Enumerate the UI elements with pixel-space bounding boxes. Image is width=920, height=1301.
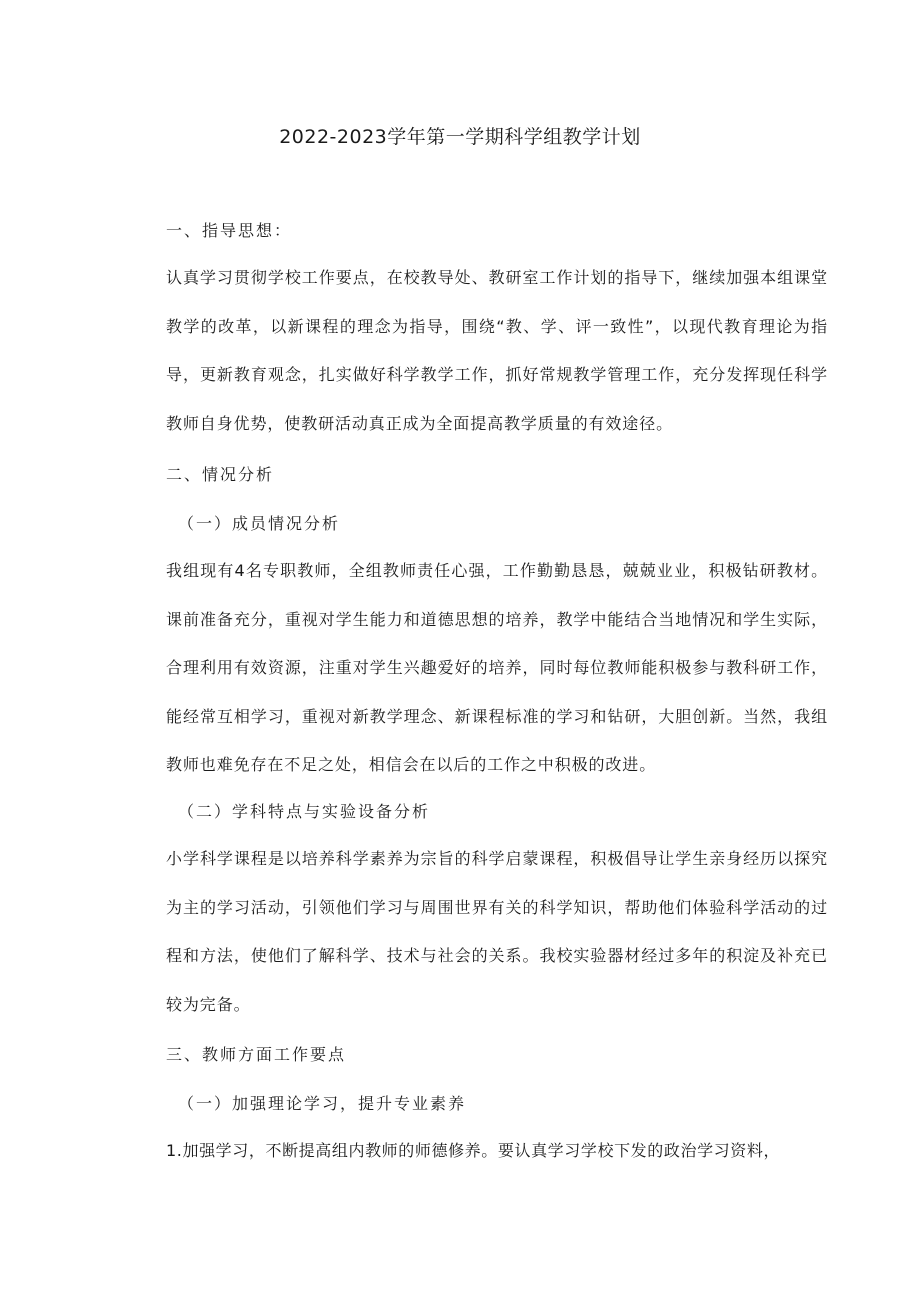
subheading-member-analysis: （一）成员情况分析 <box>178 514 341 533</box>
section-heading-teacher-work-points: 三、教师方面工作要点 <box>166 1045 347 1064</box>
section-heading-situation-analysis: 二、情况分析 <box>166 465 275 484</box>
document-title: 2022-2023学年第一学期科学组教学计划 <box>279 126 641 148</box>
paragraph-guiding-thought: 认真学习贯彻学校工作要点，在校教导处、教研室工作计划的指导下，继续加强本组课堂教学的改革，以新课程的理念为指导，围绕“教、学、评一致性”，以现代教育理论为指导，更新教育观念，扎实做好科学教学工作，抓好常规教学管理工作，充分发挥现任科学教师自身优势，使教研活动真正成为全面提高教学质量的有效途径。 <box>166 268 828 433</box>
section-heading-guiding-thought: 一、指导思想： <box>166 221 293 240</box>
paragraph-item-1-study: 1.加强学习，不断提高组内教师的师德修养。要认真学习学校下发的政治学习资料， <box>166 1141 781 1160</box>
subheading-subject-equipment-analysis: （二）学科特点与实验设备分析 <box>178 802 431 821</box>
subheading-theory-study: （一）加强理论学习，提升专业素养 <box>178 1094 467 1113</box>
paragraph-member-analysis: 我组现有4名专职教师，全组教师责任心强，工作勤勤恳恳，兢兢业业，积极钻研教材。课前准备充分，重视对学生能力和道德思想的培养，教学中能结合当地情况和学生实际，合理利用有效资源，注重对学生兴趣爱好的培养，同时每位教师能积极参与教科研工作，能经常互相学习，重视对新教学理念、新课程标准的学习和钻研，大胆创新。当然，我组教师也难免存在不足之处，相信会在以后的工作之中积极的改进。 <box>166 561 828 775</box>
paragraph-subject-equipment-analysis: 小学科学课程是以培养科学素养为宗旨的科学启蒙课程，积极倡导让学生亲身经历以探究为主的学习活动，引领他们学习与周围世界有关的科学知识，帮助他们体验科学活动的过程和方法，使他们了解科学、技术与社会的关系。我校实验器材经过多年的积淀及补充已较为完备。 <box>166 849 828 1014</box>
